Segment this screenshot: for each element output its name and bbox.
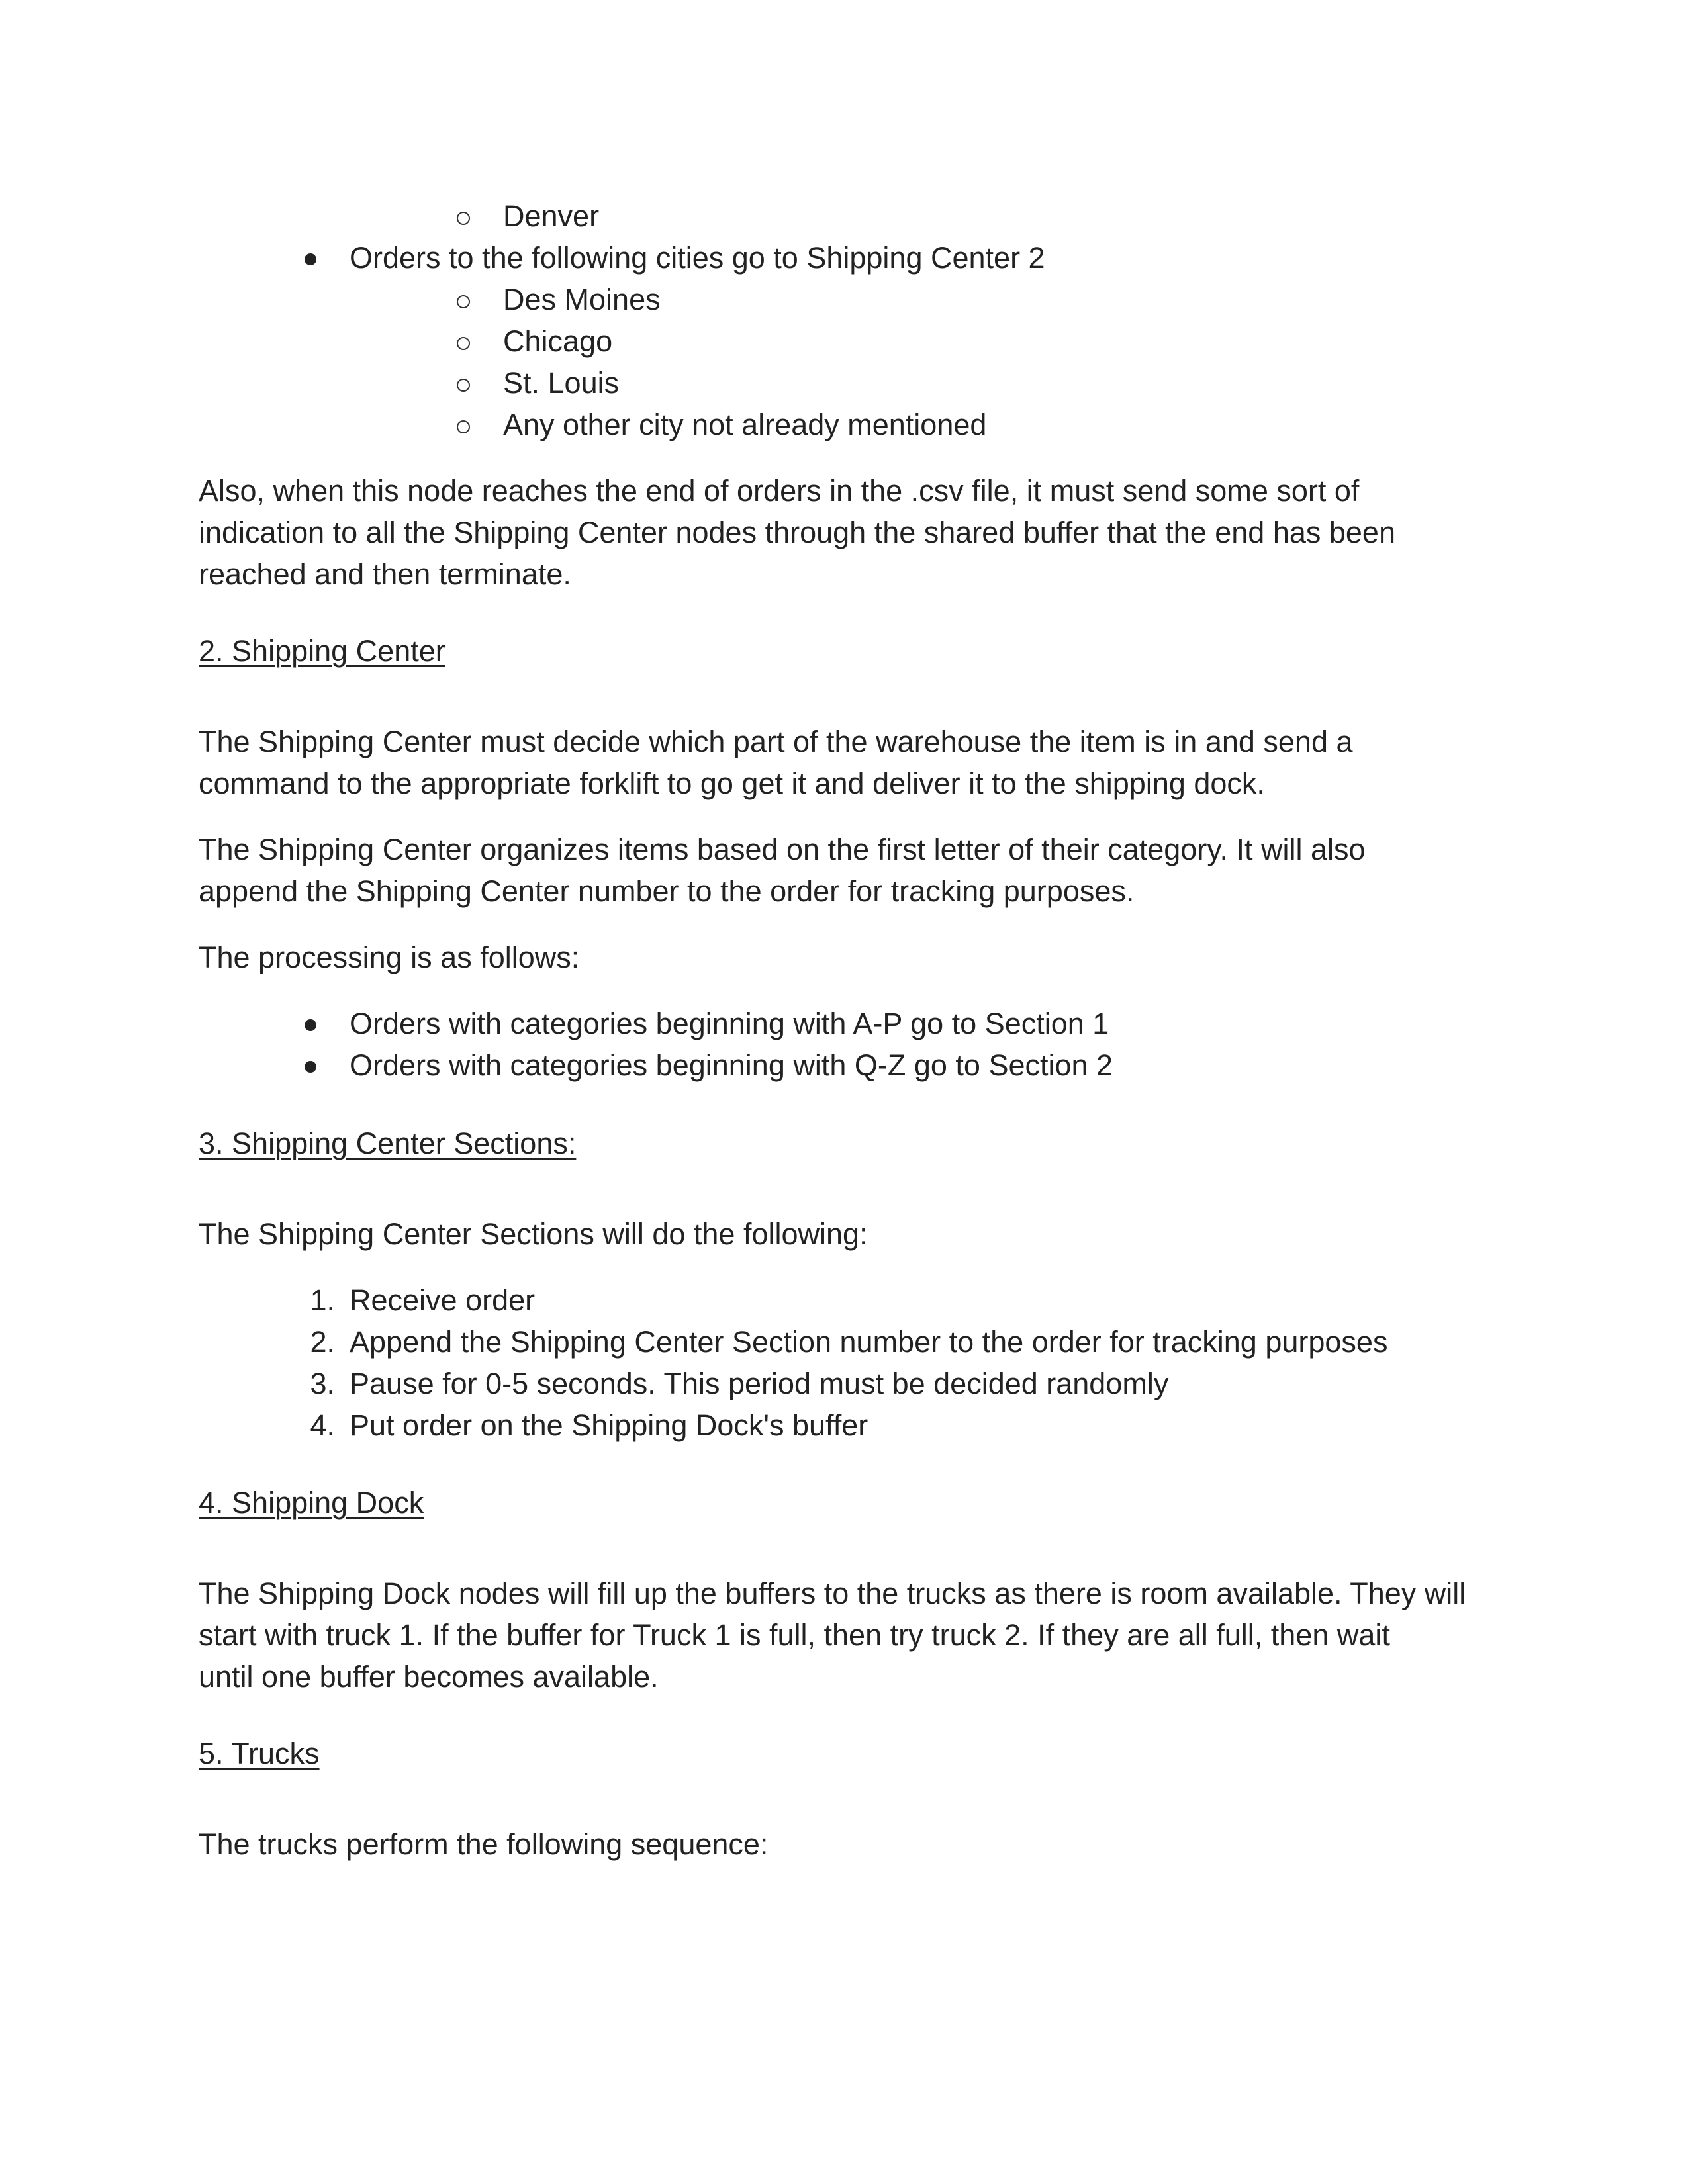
city-list-item: Any other city not already mentioned bbox=[503, 408, 987, 441]
step-number: 4. bbox=[310, 1408, 335, 1442]
city-list-item: St. Louis bbox=[503, 366, 620, 400]
city-list-item: Des Moines bbox=[503, 283, 661, 316]
section-heading-shipping-center-sections: 3. Shipping Center Sections: bbox=[199, 1126, 577, 1160]
paragraph-line: until one buffer becomes available. bbox=[199, 1660, 659, 1694]
step-text: Pause for 0-5 seconds. This period must be decided randomly bbox=[350, 1367, 1169, 1400]
paragraph-line: The Shipping Center organizes items based on the first letter of their category. It will also bbox=[199, 833, 1366, 866]
bullet-icon bbox=[305, 1061, 316, 1073]
list-item: Orders with categories beginning with A-P go to Section 1 bbox=[350, 1007, 1109, 1040]
paragraph-line: reached and then terminate. bbox=[199, 557, 571, 591]
bullet-icon bbox=[305, 1019, 316, 1031]
city-list-item: Chicago bbox=[503, 324, 613, 358]
paragraph-line: The Shipping Center must decide which part of the warehouse the item is in and send a bbox=[199, 725, 1353, 758]
circle-bullet-icon bbox=[457, 295, 470, 308]
section-heading-shipping-dock: 4. Shipping Dock bbox=[199, 1486, 424, 1520]
step-text: Put order on the Shipping Dock's buffer bbox=[350, 1408, 868, 1442]
paragraph-line: command to the appropriate forklift to go get it and deliver it to the shipping dock. bbox=[199, 766, 1265, 800]
paragraph-line: indication to all the Shipping Center nodes through the shared buffer that the end has been bbox=[199, 516, 1395, 549]
paragraph-line: The trucks perform the following sequence: bbox=[199, 1827, 769, 1861]
paragraph-line: start with truck 1. If the buffer for Truck 1 is full, then try truck 2. If they are all full, then wait bbox=[199, 1618, 1390, 1652]
list-item: Orders with categories beginning with Q-Z go to Section 2 bbox=[350, 1048, 1113, 1082]
city-list-item: Denver bbox=[503, 199, 600, 233]
circle-bullet-icon bbox=[457, 337, 470, 350]
step-number: 2. bbox=[310, 1325, 335, 1359]
paragraph-line: The processing is as follows: bbox=[199, 940, 580, 974]
paragraph-line: The Shipping Center Sections will do the following: bbox=[199, 1217, 868, 1251]
step-number: 3. bbox=[310, 1367, 335, 1400]
circle-bullet-icon bbox=[457, 379, 470, 392]
circle-bullet-icon bbox=[457, 420, 470, 433]
section-heading-shipping-center: 2. Shipping Center bbox=[199, 634, 445, 668]
paragraph-line: The Shipping Dock nodes will fill up the buffers to the trucks as there is room available. They will bbox=[199, 1576, 1466, 1610]
circle-bullet-icon bbox=[457, 212, 470, 225]
step-text: Append the Shipping Center Section number to the order for tracking purposes bbox=[350, 1325, 1388, 1359]
step-number: 1. bbox=[310, 1283, 335, 1317]
step-text: Receive order bbox=[350, 1283, 536, 1317]
list-item: Orders to the following cities go to Shipping Center 2 bbox=[350, 241, 1045, 275]
paragraph-line: append the Shipping Center number to the order for tracking purposes. bbox=[199, 874, 1135, 908]
paragraph-line: Also, when this node reaches the end of orders in the .csv file, it must send some sort of bbox=[199, 474, 1360, 508]
bullet-icon bbox=[305, 253, 316, 265]
section-heading-trucks: 5. Trucks bbox=[199, 1737, 320, 1770]
